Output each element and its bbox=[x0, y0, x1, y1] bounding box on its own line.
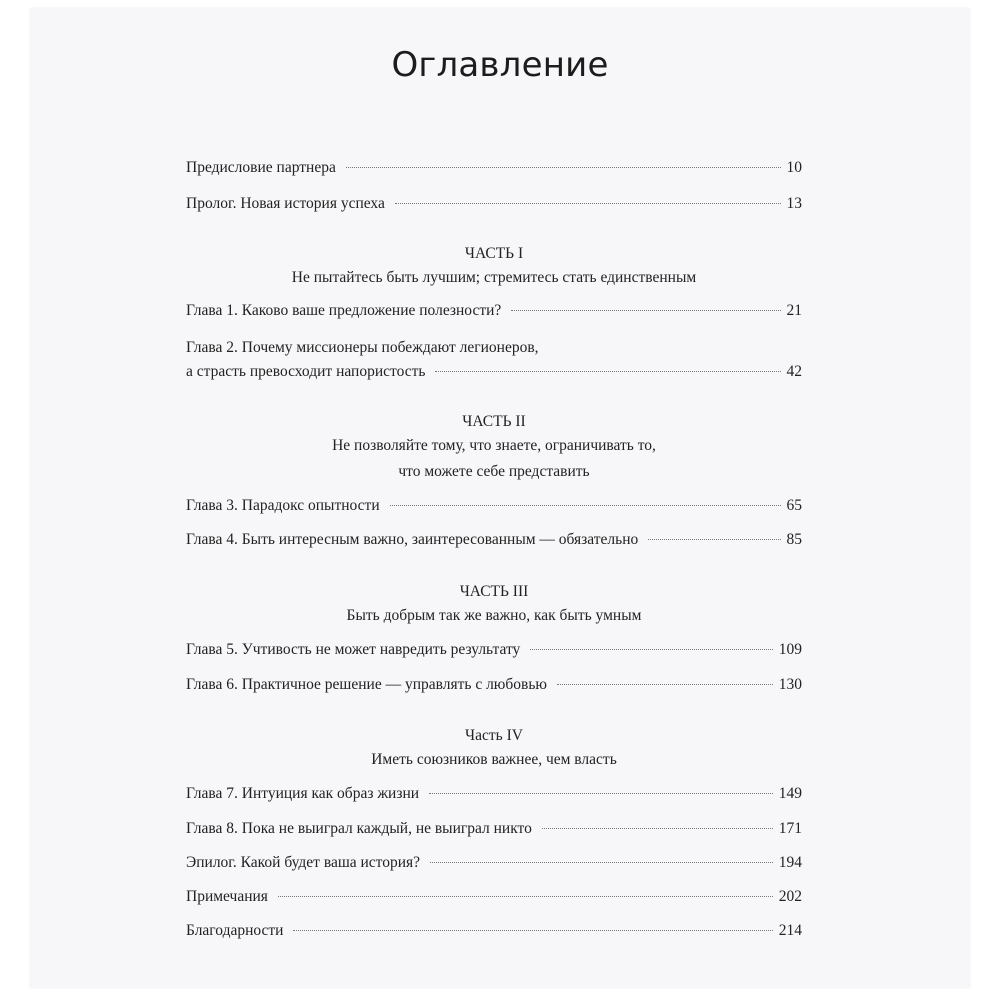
dot-leader bbox=[430, 862, 773, 863]
toc-entry-chapter-1[interactable] bbox=[186, 301, 802, 321]
entry-title: Глава 4. Быть интересным важно, заинтересованным — обязательно bbox=[186, 531, 639, 548]
page-number: 42 bbox=[786, 363, 802, 380]
dot-leader bbox=[511, 310, 780, 311]
entry-title: Примечания bbox=[186, 888, 268, 905]
toc-entry-chapter-8[interactable] bbox=[186, 819, 802, 839]
dot-leader bbox=[542, 828, 773, 829]
part-subtitle-line2: что можете себе представить bbox=[398, 463, 590, 480]
dot-leader bbox=[648, 539, 780, 540]
entry-title-line1: Глава 2. Почему миссионеры побеждают легионеров, bbox=[186, 339, 539, 356]
part-subtitle: Не пытайтесь быть лучшим; стремитесь стать единственным bbox=[291, 269, 697, 286]
page-number: 10 bbox=[786, 159, 802, 176]
page-number: 85 bbox=[786, 531, 802, 548]
entry-title: Глава 7. Интуиция как образ жизни bbox=[186, 785, 420, 802]
toc-entry-chapter-4[interactable] bbox=[186, 530, 802, 550]
entry-title: Благодарности bbox=[186, 922, 284, 939]
entry-title: Глава 8. Пока не выиграл каждый, не выиграл никто bbox=[186, 820, 532, 837]
page-number: 21 bbox=[786, 302, 802, 319]
toc-entry-acknowledgements[interactable] bbox=[186, 921, 802, 941]
part-heading: ЧАСТЬ III bbox=[459, 583, 529, 600]
part-heading: Часть IV bbox=[465, 727, 523, 744]
part-heading: ЧАСТЬ II bbox=[462, 413, 526, 430]
book-page bbox=[30, 8, 970, 988]
dot-leader bbox=[530, 649, 772, 650]
entry-title: Предисловие партнера bbox=[186, 159, 336, 176]
toc-entry-prologue[interactable] bbox=[186, 194, 802, 214]
page-number: 109 bbox=[778, 641, 802, 658]
part-subtitle-line1: Не позволяйте тому, что знаете, ограничивать то, bbox=[332, 437, 656, 454]
dot-leader bbox=[435, 371, 780, 372]
toc-entry-notes[interactable] bbox=[186, 887, 802, 907]
dot-leader bbox=[346, 167, 781, 168]
dot-leader bbox=[293, 930, 772, 931]
dot-leader bbox=[278, 896, 773, 897]
entry-title-line2: а страсть превосходит напористость bbox=[186, 363, 426, 380]
toc-entry-epilogue[interactable] bbox=[186, 853, 802, 873]
toc-entry-chapter-3[interactable] bbox=[186, 496, 802, 516]
toc-entry-chapter-2[interactable] bbox=[186, 338, 802, 382]
page-title: Оглавление bbox=[391, 45, 609, 85]
part-subtitle: Быть добрым так же важно, как быть умным bbox=[346, 607, 642, 624]
page-number: 13 bbox=[786, 195, 802, 212]
page-number: 194 bbox=[778, 854, 802, 871]
entry-title: Глава 5. Учтивость не может навредить результату bbox=[186, 641, 521, 658]
page-number: 171 bbox=[778, 820, 802, 837]
dot-leader bbox=[429, 793, 773, 794]
part-subtitle: Иметь союзников важнее, чем власть bbox=[371, 751, 617, 768]
entry-title: Глава 3. Парадокс опытности bbox=[186, 497, 380, 514]
page-number: 65 bbox=[786, 497, 802, 514]
dot-leader bbox=[390, 505, 781, 506]
page-number: 130 bbox=[778, 676, 802, 693]
entry-title: Глава 6. Практичное решение — управлять с любовью bbox=[186, 676, 547, 693]
entry-title: Эпилог. Какой будет ваша история? bbox=[186, 854, 421, 871]
page-number: 214 bbox=[778, 922, 802, 939]
entry-title: Пролог. Новая история успеха bbox=[186, 195, 385, 212]
entry-title: Глава 1. Каково ваше предложение полезности? bbox=[186, 302, 502, 319]
toc-entry-chapter-7[interactable] bbox=[186, 784, 802, 804]
part-heading: ЧАСТЬ I bbox=[464, 245, 524, 262]
page-number: 149 bbox=[778, 785, 802, 802]
toc-entry-chapter-5[interactable] bbox=[186, 640, 802, 660]
toc-entry-foreword[interactable] bbox=[186, 158, 802, 178]
dot-leader bbox=[395, 203, 781, 204]
toc-entry-chapter-6[interactable] bbox=[186, 675, 802, 695]
dot-leader bbox=[557, 684, 773, 685]
page-number: 202 bbox=[778, 888, 802, 905]
